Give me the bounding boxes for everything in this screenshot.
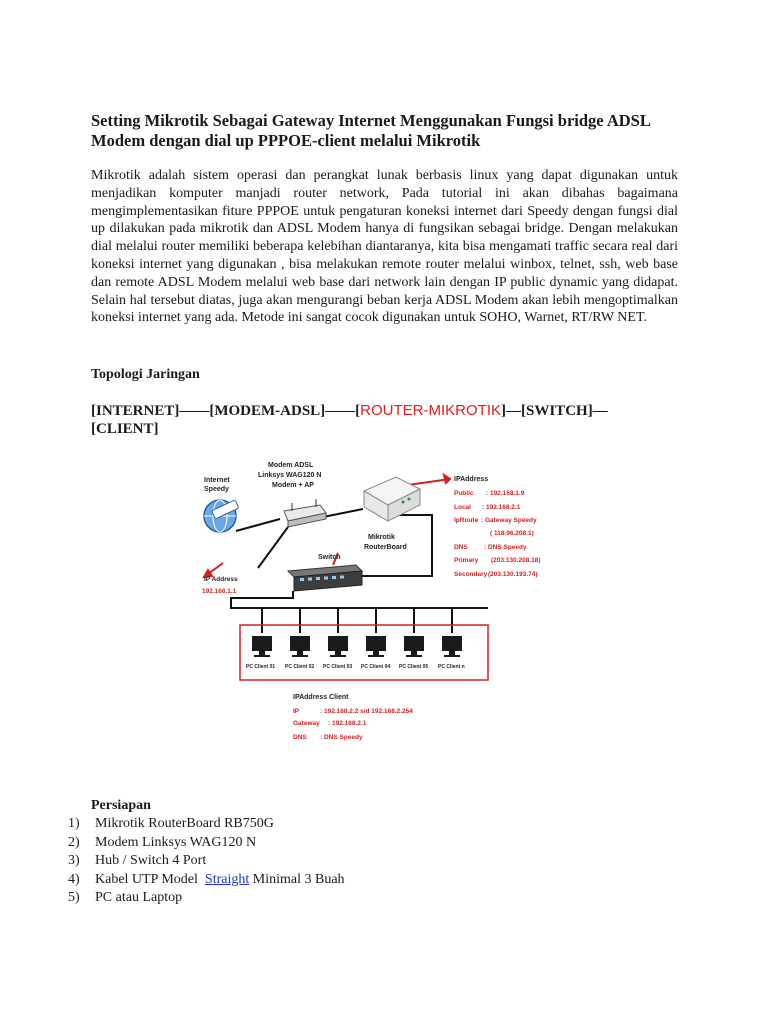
pc-client-label: PC Client 04 — [361, 664, 391, 670]
router-board-label: RouterBoard — [364, 544, 407, 551]
list-item-text: PC atau Laptop — [95, 890, 183, 905]
straight-link[interactable]: Straight — [204, 871, 250, 887]
pc-client-icon — [290, 636, 310, 657]
pc-client-icon — [366, 636, 386, 657]
client-ip-title: IPAddress Client — [293, 694, 349, 701]
list-item-text-after: Minimal 3 Buah — [249, 871, 345, 887]
pc-client-icon — [328, 636, 348, 657]
topology-heading: Topologi Jaringan — [91, 367, 200, 382]
ip-public-value: : 192.168.1.9 — [486, 490, 525, 497]
modem-ap-label: Modem + AP — [272, 482, 314, 489]
pc-client-label: PC Client n — [438, 664, 465, 670]
topology-part-2: ]—[SWITCH]—[CLIENT] — [91, 403, 608, 437]
client-dns-label: DNS — [293, 734, 307, 741]
internet-label: Internet — [204, 477, 230, 484]
modem-model-label: Linksys WAG120 N — [258, 472, 322, 479]
intro-paragraph: Mikrotik adalah sistem operasi dan perangkat lunak berbasis linux yang dapat digunakan untuk menjadikan komputer manjadi router network, Pada tutorial ini akan dibahas bagaimana mengimplementasikan fiture PPPOE untuk pengaturan koneksi internet dari Speedy dengan fungsi dial up dilakukan pada mikrotik dan ADSL Modem hanya di fungsikan sebagai bridge. Dengan melakukan dial melalui router memiliki beberapa kelebihan diantaranya, kita bisa mengamati traffic secara real dari koneksi internet yang digunakan , bisa melakukan remote router melalui winbox, telnet, ssh, web base dan remote ADSL Modem melalui web base dari network lain dengan IP public dynamic yang didapat. Selain hal tersebut diatas, juga akan mengurangi beban kerja ADSL Modem akan lebih mengoptimalkan koneksi internet yang ada. Metode ini sangat cocok digunakan untuk SOHO, Warnet, RT/RW NET. — [91, 168, 678, 326]
list-item-number: 1) — [68, 816, 80, 831]
list-item-number: 4) — [68, 871, 80, 887]
secondary-value: (203.130.193.74) — [488, 571, 538, 578]
page-title: Setting Mikrotik Sebagai Gateway Internet Menggunakan Fungsi bridge ADSL Modem dengan dial up PPPOE-client melalui Mikrotik — [91, 111, 650, 150]
network-diagram — [188, 453, 541, 753]
switch-label: Switch — [318, 554, 341, 561]
list-item-text — [95, 871, 345, 890]
modem-ip-title: IP Address — [204, 576, 238, 583]
list-item-text-before: Kabel UTP Model — [95, 871, 205, 887]
pc-client-label: PC Client 05 — [399, 664, 429, 670]
ip-address-title: IPAddress — [454, 476, 489, 483]
ip-route-sub: ( 118.96.208.1) — [490, 530, 534, 537]
secondary-label: Secondary — [454, 571, 488, 578]
topology-part-1: [INTERNET]——[MODEM-ADSL]——[ — [91, 403, 361, 419]
list-item-number: 3) — [68, 853, 80, 868]
topology-line — [91, 402, 651, 438]
list-item-text: Mikrotik RouterBoard RB750G — [95, 816, 274, 831]
internet-globe-icon — [204, 500, 239, 532]
list-item — [68, 889, 345, 908]
dns-label: DNS — [454, 544, 468, 551]
pc-client-label: PC Client 03 — [323, 664, 353, 670]
switch-icon — [288, 565, 362, 591]
client-gateway-label: Gateway — [293, 720, 320, 727]
list-item-text: Modem Linksys WAG120 N — [95, 834, 257, 850]
ip-local-value: : 192.168.2.1 — [482, 504, 521, 511]
client-ip-label: IP — [293, 708, 300, 715]
ip-public-label: Public — [454, 490, 474, 497]
speedy-label: Speedy — [204, 486, 229, 493]
list-item-text: Hub / Switch 4 Port — [95, 853, 207, 868]
primary-value: (203.130.208.18) — [491, 557, 541, 564]
primary-label: Primary — [454, 557, 479, 564]
list-item — [68, 871, 345, 890]
modem-icon — [284, 499, 326, 527]
preparation-list — [68, 815, 345, 908]
topology-router: ROUTER-MIKROTIK — [360, 402, 502, 419]
ip-route-label: IpRoute — [454, 517, 479, 524]
dns-value: : DNS Speedy — [484, 544, 527, 551]
list-item — [68, 852, 345, 871]
client-dns-value: : DNS Speedy — [320, 734, 363, 741]
router-ip-info — [454, 476, 541, 578]
pc-client-icon — [252, 636, 272, 657]
modem-ip-value: 192.168.1.1 — [202, 588, 237, 595]
ip-route-value: : Gateway Speedy — [481, 517, 537, 524]
list-item — [68, 834, 345, 853]
list-item-number: 2) — [68, 834, 80, 850]
list-item-number: 5) — [68, 890, 80, 905]
client-ip-value: : 192.168.2.2 s/d 192.168.2.254 — [320, 708, 413, 715]
list-item — [68, 815, 345, 834]
ip-local-label: Local — [454, 504, 471, 511]
modem-label: Modem ADSL — [268, 462, 314, 469]
pc-client-icon — [404, 636, 424, 657]
pc-client-label: PC Client 01 — [246, 664, 276, 670]
client-gateway-value: : 192.168.2.1 — [328, 720, 367, 727]
pc-client-label: PC Client 02 — [285, 664, 315, 670]
preparation-heading: Persiapan — [91, 798, 151, 813]
pc-client-icon — [442, 636, 462, 657]
client-pcs — [252, 636, 462, 657]
router-label: Mikrotik — [368, 534, 395, 541]
